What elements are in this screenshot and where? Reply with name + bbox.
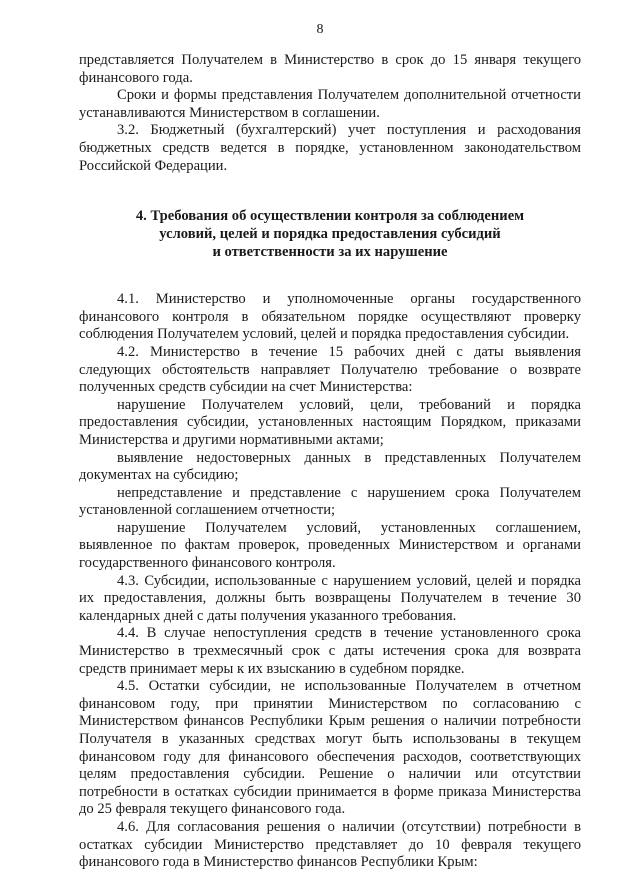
document-body <box>79 52 581 872</box>
paragraph-sroki: Сроки и формы представления Получателем дополнительной отчетности устанавливаются Министерством в соглашении. <box>79 87 581 121</box>
page-number: 8 <box>316 22 324 37</box>
paragraph-list-item: непредставление и представление с нарушением срока Получателем установленной соглашением отчетности; <box>79 484 581 519</box>
paragraph-list-item: нарушение Получателем условий, цели, требований и порядка предоставления субсидии, установленных настоящим Порядком, приказами Министерства и другими нормативными актами; <box>79 396 581 448</box>
paragraph-4-2: 4.2. Министерство в течение 15 рабочих дней с даты выявления следующих обстоятельств направляет Получателю требование о возврате полученных средств субсидии на счет Министерства: <box>79 343 581 396</box>
paragraph-4-3: 4.3. Субсидии, использованные с нарушением условий, целей и порядка их предоставления, должны быть возвращены Получателем в течение 30 календарных дней с даты получения указанного требования. <box>79 572 581 624</box>
paragraph-continuation: представляется Получателем в Министерство в срок до 15 января текущего финансового года. <box>79 52 581 86</box>
section-heading <box>79 207 581 261</box>
paragraph-4-1: 4.1. Министерство и уполномоченные органы государственного финансового контроля в обязательном порядке осуществляют проверку соблюдения Получателем условий, целей и порядка предоставления субсидии. <box>79 291 581 343</box>
heading-line-2: условий, целей и порядка предоставления субсидий <box>159 226 501 243</box>
heading-line-1: 4. Требования об осуществлении контроля за соблюдением <box>135 208 525 225</box>
heading-line-3: и ответственности за их нарушение <box>212 244 448 261</box>
paragraph-4-5: 4.5. Остатки субсидии, не использованные Получателем в отчетном финансовом году, при принятии Министерством по согласованию с Министерством финансов Республики Крым решения о наличии потребности Получателя в указанных средствах могут быть использованы в текущем финансовом году для финансового обеспечения расходов, соответствующих целям предоставления субсидии. Решение о наличии или отсутствии потребности в остатках субсидии принимается в форме приказа Министерства до 25 февраля текущего финансового года. <box>79 678 581 818</box>
paragraph-4-6: 4.6. Для согласования решения о наличии (отсутствии) потребности в остатках субсидии Министерство представляет до 10 февраля текущего финансового года в Министерство финансов Республики Крым: <box>79 818 581 871</box>
paragraph-list-item: нарушение Получателем условий, установленных соглашением, выявленное по фактам проверок, проведенных Министерством и органами государственного финансового контроля. <box>79 519 581 572</box>
paragraph-list-item: выявление недостоверных данных в представленных Получателем документах на субсидию; <box>79 449 581 484</box>
paragraph-4-4: 4.4. В случае непоступления средств в течение установленного срока Министерство в трехмесячный срок с даты истечения срока для возврата средств принимает меры к их взысканию в судебном порядке. <box>79 625 581 677</box>
paragraph-3-2: 3.2. Бюджетный (бухгалтерский) учет поступления и расходования бюджетных средств ведется в порядке, установленном законодательством Российской Федерации. <box>79 122 581 174</box>
